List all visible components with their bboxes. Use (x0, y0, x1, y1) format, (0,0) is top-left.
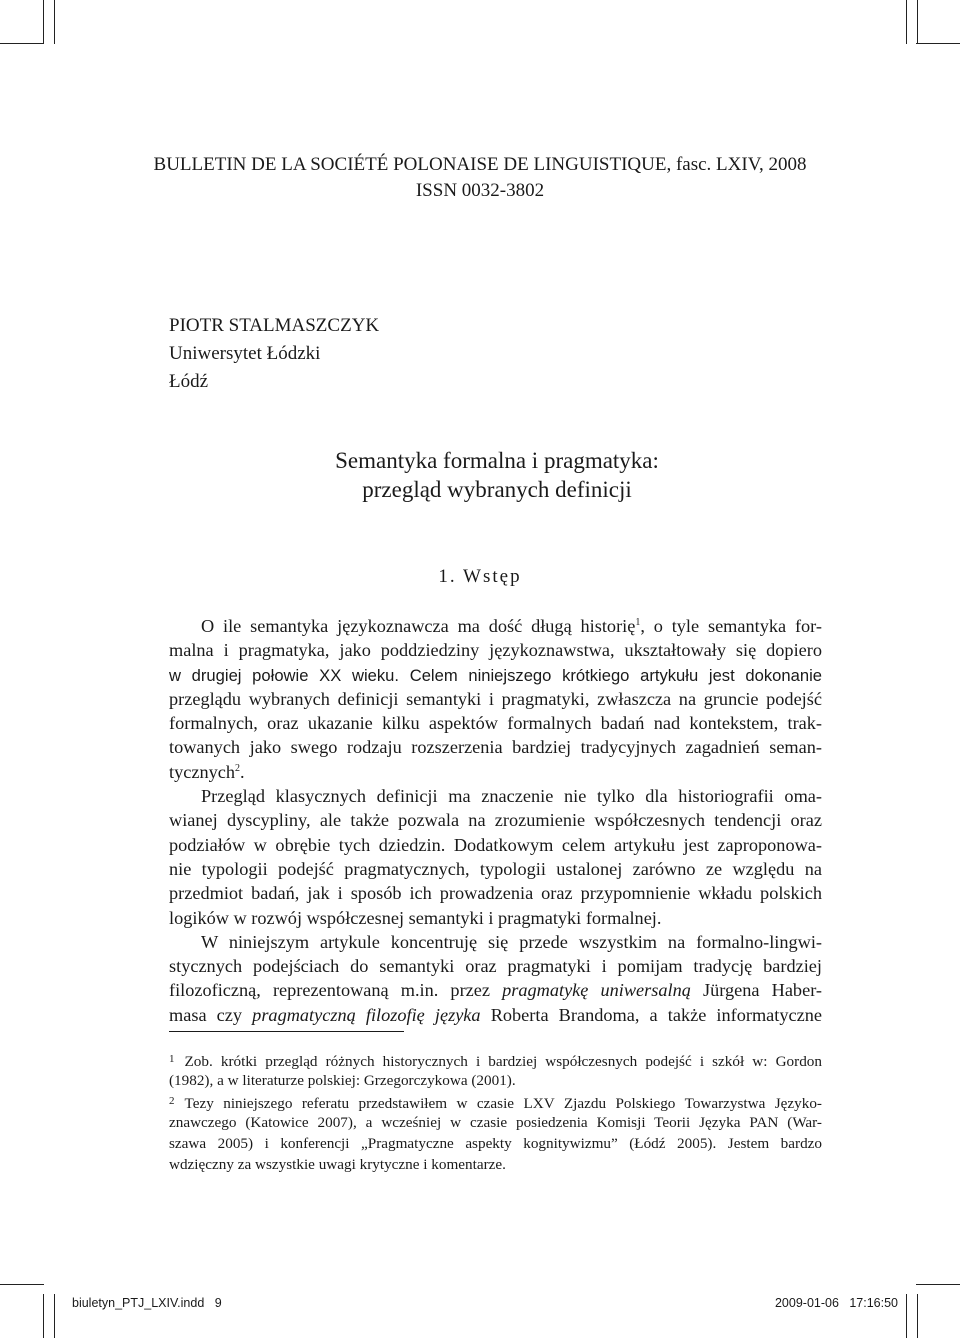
footnote-line: wdzięczny za wszystkie uwagi krytyczne i komentarze. (169, 1156, 506, 1173)
crop-mark (0, 1284, 44, 1285)
text-line: formalnych, oraz ukazanie kilku aspektów formalnych badań nad kontekstem, trak- (169, 713, 822, 734)
footnote-number: 1 (169, 1053, 175, 1065)
text-line (169, 614, 822, 638)
crop-mark (54, 0, 55, 44)
footnote-line: znawczego (Katowice 2007), a wcześniej w czasie posiedzenia Komisji Teorii Języka PAN (War- (169, 1114, 822, 1131)
footnotes (169, 1049, 822, 1175)
text-span: , o tyle semantyka for- (640, 616, 822, 636)
issn-line: ISSN 0032-3802 (415, 180, 545, 201)
crop-mark (43, 0, 44, 44)
text-line: wianej dyscypliny, ale także pozwala na zrozumienie współczesnych tendencji oraz (169, 810, 822, 831)
text-span: Zob. krótki przegląd różnych historycznych i bardziej współczesnych podejść i szkół w: Gordon (184, 1053, 822, 1070)
text-line: nie typologii podejść pragmatycznych, typologii ustalonej zarówno ze względu na (169, 858, 822, 879)
crop-mark (917, 1294, 918, 1338)
text-span: . (239, 761, 245, 782)
section-heading: 1. Wstęp (438, 566, 522, 587)
footnote-number: 2 (169, 1095, 175, 1107)
text-span: Tezy niniejszego referatu przedstawiłem w czasie LXV Zjazdu Polskiego Towarzystwa Języko- (184, 1095, 822, 1112)
italic-span: pragmatykę uniwersalną (502, 980, 691, 1001)
text-line (169, 663, 822, 687)
crop-mark (906, 1294, 907, 1338)
text-span: tycznych (169, 761, 235, 782)
crop-mark (906, 0, 907, 44)
crop-mark (43, 1294, 44, 1338)
crop-mark (916, 43, 960, 44)
footnote-line (169, 1049, 822, 1070)
text-line (169, 1003, 822, 1027)
text-span: O ile semantyka językoznawcza ma dość długą historię (201, 616, 636, 636)
text-line: podziałów w obrębie tych dziedzin. Dodatkowym celem artykułu jest zaproponowa- (169, 834, 822, 855)
footnote-ref: 1 (635, 617, 641, 628)
article-title (0, 446, 960, 504)
journal-line: BULLETIN DE LA SOCIÉTÉ POLONAISE DE LINGUISTIQUE, fasc. LXIV, 2008 (153, 154, 807, 175)
text-span: Roberta Brandoma, a także informatyczne (480, 1004, 822, 1025)
title-line-2: przegląd wybranych definicji (362, 477, 632, 502)
text-line: przeglądu wybranych definicji semantyki i pragmatyki, zwłaszcza na gruncie podejść (169, 688, 822, 709)
text-line: przedmiot badań, jak i sposób ich prowadzenia oraz przypomnienie wkładu polskich (169, 883, 822, 904)
footnote-rule (169, 1031, 404, 1032)
footnote-line (169, 1091, 822, 1112)
text-line (169, 760, 822, 784)
slug-filename: biuletyn_PTJ_LXIV.indd 9 (72, 1296, 222, 1310)
text-span: masa czy (169, 1004, 253, 1025)
text-line: logików w rozwój współczesnej semantyki i pragmatyki formalnej. (169, 907, 662, 928)
text-line (169, 978, 822, 1002)
footnote-line: (1982), a w literaturze polskiej: Grzegorczykowa (2001). (169, 1072, 516, 1089)
crop-mark (54, 1294, 55, 1338)
text-span: filozoficzną, reprezentowaną m.in. przez (169, 980, 503, 1001)
crop-mark (917, 0, 918, 44)
slug-timestamp: 2009-01-06 17:16:50 (774, 1296, 898, 1310)
text-line: malna i pragmatyka, jako poddziedziny językoznawstwa, ukształtowały się dopiero (169, 640, 822, 661)
text-span: Celem niniejszego krótkiego artykułu jest dokonanie (399, 665, 822, 685)
author-name: PIOTR STALMASZCZYK (169, 315, 380, 336)
author-affiliation: Uniwersytet Łódzki (169, 343, 321, 364)
text-span: Jürgena Haber- (690, 980, 822, 1001)
text-line: towanych jako swego rodzaju rozszerzenia bardziej tradycyjnych zagadnień seman- (169, 737, 822, 758)
text-line: W niniejszym artykule koncentruję się przede wszystkim na formalno-lingwi- (201, 931, 822, 952)
text-line: stycznych podejściach do semantyki oraz pragmatyki i pomijam tradycję bardziej (169, 956, 822, 977)
journal-header (0, 152, 960, 204)
crop-mark (0, 43, 44, 44)
crop-mark (916, 1284, 960, 1285)
author-city: Łódź (169, 371, 209, 392)
footnote-ref: 2 (234, 762, 240, 774)
author-block (169, 312, 379, 396)
body-text (169, 614, 822, 1027)
italic-span: pragmatyczną filozofię języka (252, 1004, 481, 1025)
title-line-1: Semantyka formalna i pragmatyka: (335, 448, 659, 473)
footnote-line: szawa 2005) i konferencji „Pragmatyczne aspekty kognitywizmu” (Łódź 2005). Jestem bardzo (169, 1135, 822, 1152)
text-span: w drugiej połowie XX wieku. (169, 665, 400, 685)
text-line: Przegląd klasycznych definicji ma znaczenie nie tylko dla historiografii oma- (201, 786, 822, 807)
